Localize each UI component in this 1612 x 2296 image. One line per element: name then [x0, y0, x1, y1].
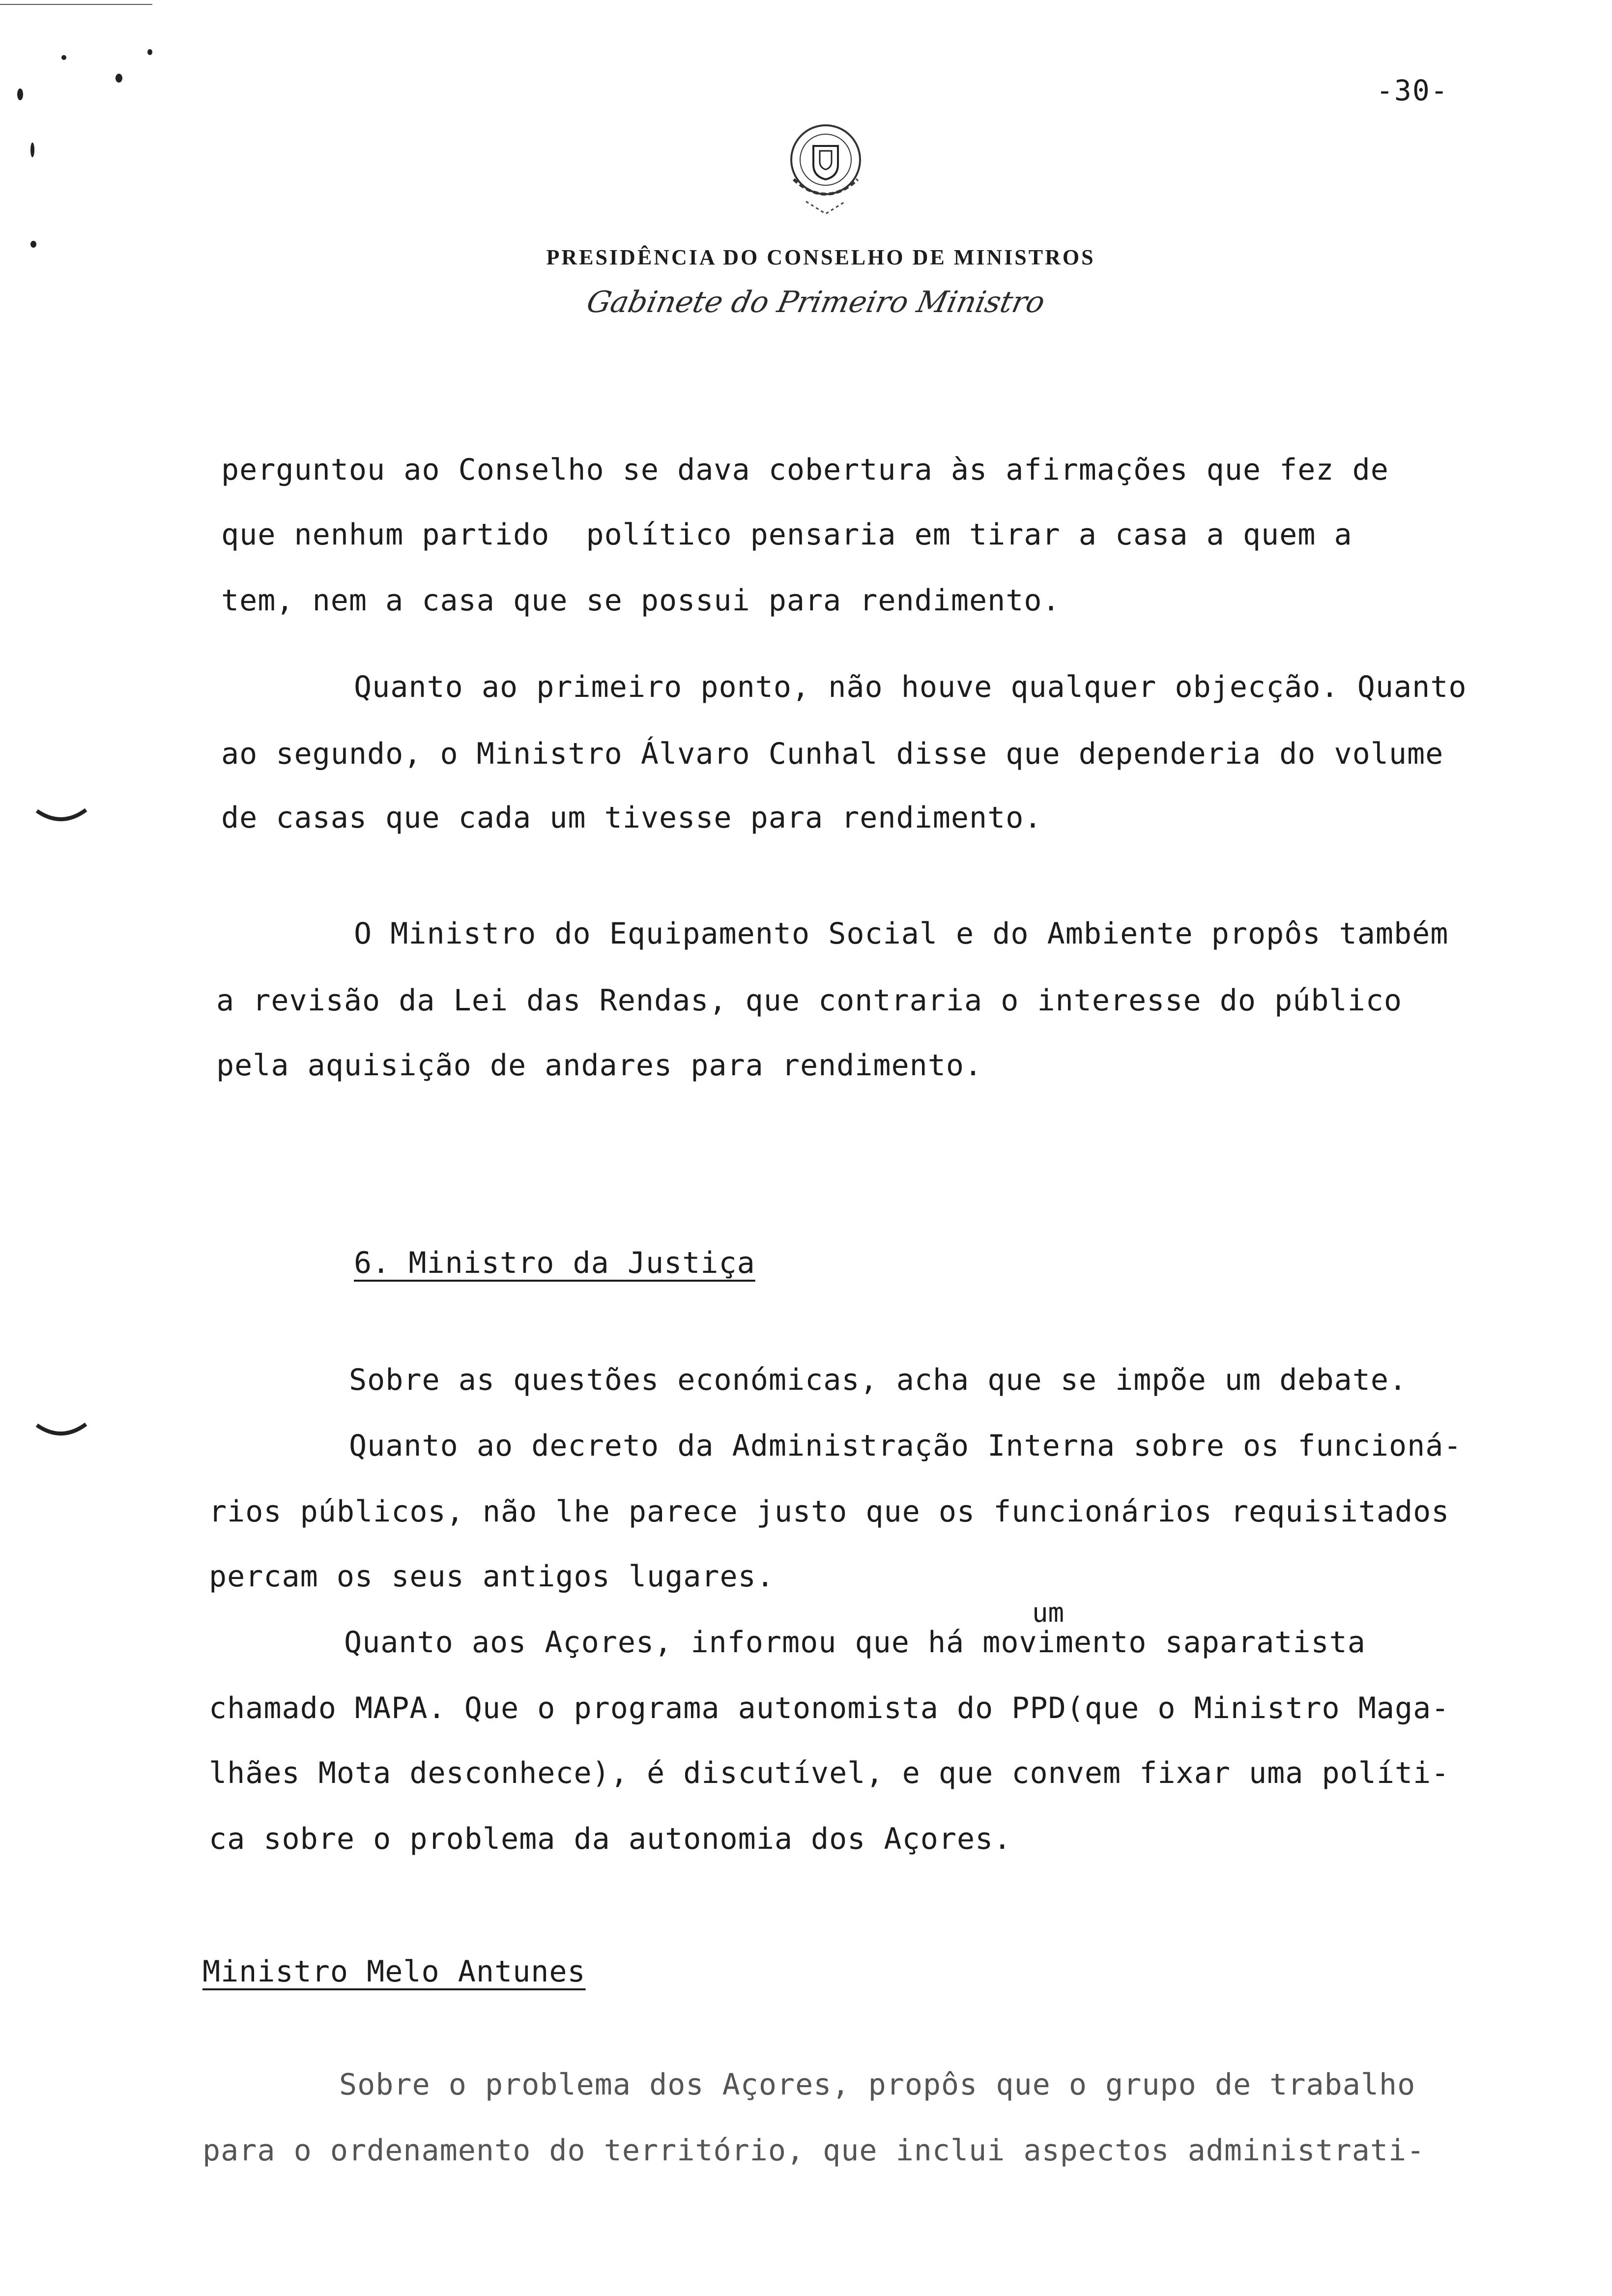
- text-line: tem, nem a casa que se possui para rendimento.: [221, 583, 1061, 618]
- text-line: Quanto ao decreto da Administração Interna sobre os funcioná-: [349, 1429, 1462, 1463]
- scan-top-rule: [0, 4, 152, 5]
- letterhead-title: PRESIDÊNCIA DO CONSELHO DE MINISTROS: [546, 245, 1095, 269]
- text-line: pela aquisição de andares para rendimento.: [216, 1048, 983, 1083]
- text-line: Sobre as questões económicas, acha que se impõe um debate.: [349, 1363, 1408, 1397]
- text-line: de casas que cada um tivesse para rendimento.: [221, 801, 1042, 835]
- text-line: que nenhum partido político pensaria em tirar a casa a quem a: [221, 517, 1353, 552]
- section-heading: 6. Ministro da Justiça: [354, 1246, 755, 1280]
- text-line: Sobre o problema dos Açores, propôs que o grupo de trabalho: [339, 2067, 1416, 2102]
- scan-mark: [147, 49, 152, 55]
- scan-mark: [17, 88, 23, 100]
- text-line: a revisão da Lei das Rendas, que contraria o interesse do público: [216, 983, 1402, 1018]
- text-line: Quanto aos Açores, informou que há movimento saparatista: [344, 1625, 1366, 1660]
- text-line: perguntou ao Conselho se dava cobertura às afirmações que fez de: [221, 453, 1389, 487]
- scan-mark: [34, 806, 88, 831]
- text-line: para o ordenamento do território, que inclui aspectos administrati-: [202, 2133, 1425, 2168]
- text-line: chamado MAPA. Que o programa autonomista do PPD(que o Ministro Maga-: [209, 1691, 1450, 1725]
- scan-mark: [30, 143, 34, 157]
- text-line: rios públicos, não lhe parece justo que os funcionários requisitados: [209, 1494, 1450, 1529]
- portuguese-coat-of-arms-icon: [767, 111, 885, 229]
- text-line: ao segundo, o Ministro Álvaro Cunhal disse que dependeria do volume: [221, 737, 1444, 771]
- letterhead-subtitle: Gabinete do Primeiro Ministro: [583, 285, 1048, 319]
- text-line: O Ministro do Equipamento Social e do Ambiente propôs também: [354, 917, 1449, 951]
- scan-mark: [61, 55, 66, 60]
- text-line: Quanto ao primeiro ponto, não houve qualquer objecção. Quanto: [354, 670, 1467, 704]
- text-line: percam os seus antigos lugares.: [209, 1559, 775, 1594]
- page-number: -30-: [1376, 74, 1449, 107]
- scan-mark: [34, 1420, 88, 1445]
- scan-mark: [115, 74, 122, 83]
- handwritten-insertion: um: [1032, 1597, 1065, 1628]
- text-line: lhães Mota desconhece), é discutível, e que convem fixar uma políti-: [209, 1756, 1450, 1790]
- section-heading: Ministro Melo Antunes: [202, 1954, 586, 1989]
- text-line: ca sobre o problema da autonomia dos Açores.: [209, 1822, 1012, 1856]
